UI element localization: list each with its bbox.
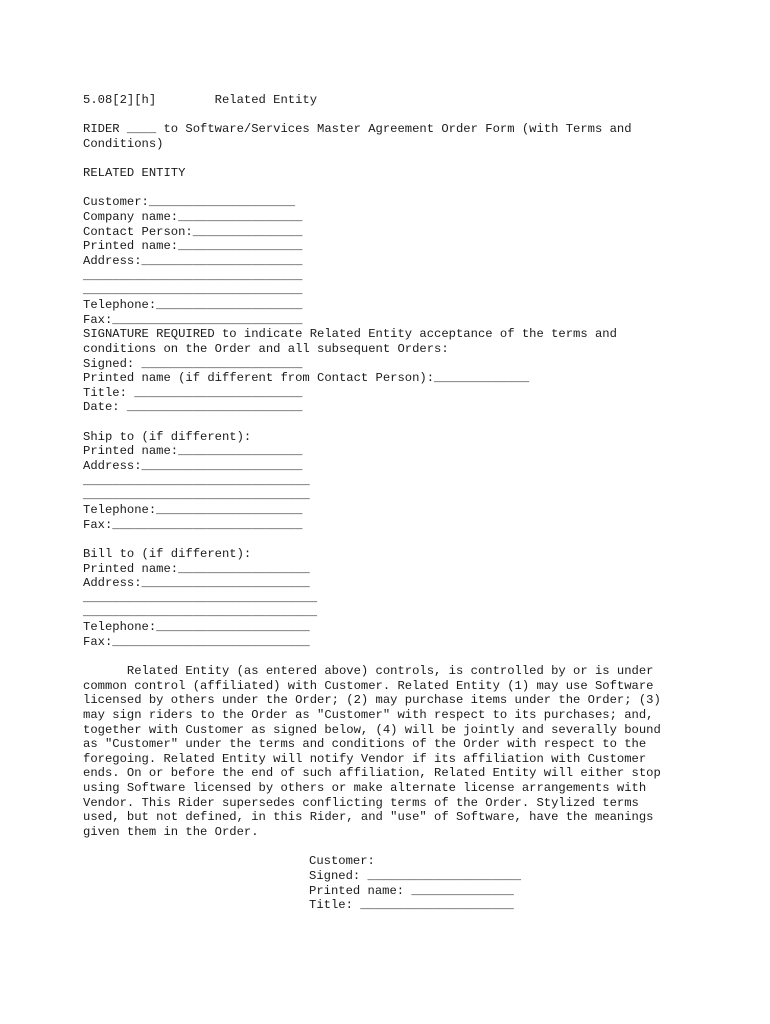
rider-title bbox=[83, 122, 770, 151]
ship-to-label: Ship to (if different): bbox=[83, 429, 252, 444]
body-line: Vendor. This Rider supersedes conflicting terms of the Order. Stylized terms bbox=[83, 795, 639, 810]
customer-signature-block bbox=[309, 854, 770, 913]
section-heading: 5.08[2][h] Related Entity bbox=[83, 93, 318, 107]
body-line: common control (affiliated) with Customer. Related Entity (1) may use Software bbox=[83, 678, 654, 693]
ship-to-printed-name-field[interactable]: Printed name:_________________ bbox=[83, 444, 303, 459]
body-line: given them in the Order. bbox=[83, 825, 259, 840]
telephone-field[interactable]: Telephone:____________________ bbox=[83, 297, 303, 312]
spacer bbox=[83, 415, 770, 430]
body-paragraph bbox=[83, 664, 683, 840]
signature-fields bbox=[83, 357, 770, 416]
spacer bbox=[83, 152, 770, 167]
body-line: as "Customer" under the terms and conditions of the Order with respect to the bbox=[83, 737, 647, 752]
bill-to-printed-name-field[interactable]: Printed name:__________________ bbox=[83, 561, 310, 576]
body-line: licensed by others under the Order; (2) may purchase items under the Order; (3) bbox=[83, 693, 661, 708]
spacer bbox=[83, 532, 770, 547]
related-entity-fields bbox=[83, 195, 770, 327]
body-line: together with Customer as signed below, (4) will be jointly and severally bound bbox=[83, 722, 661, 737]
related-entity-title: RELATED ENTITY bbox=[83, 166, 186, 181]
signature-required-line: conditions on the Order and all subsequent Orders: bbox=[83, 341, 449, 356]
bill-to-section bbox=[83, 547, 770, 649]
ship-to-address-line-field[interactable]: _______________________________ bbox=[83, 488, 310, 503]
customer-label: Customer: bbox=[309, 854, 375, 869]
spacer bbox=[83, 108, 770, 123]
spacer bbox=[83, 649, 770, 664]
address-line-field[interactable]: ______________________________ bbox=[83, 268, 303, 283]
ship-to-section bbox=[83, 430, 770, 532]
customer-title-field[interactable]: Title: _____________________ bbox=[309, 898, 514, 913]
company-name-field[interactable]: Company name:_________________ bbox=[83, 210, 303, 225]
body-line: may sign riders to the Order as "Customer" with respect to its purchases; and, bbox=[83, 707, 654, 722]
date-field[interactable]: Date: ________________________ bbox=[83, 400, 303, 415]
ship-to-fax-field[interactable]: Fax:__________________________ bbox=[83, 517, 303, 532]
body-line: Related Entity (as entered above) controls, is controlled by or is under bbox=[83, 663, 654, 678]
bill-to-fax-field[interactable]: Fax:___________________________ bbox=[83, 634, 310, 649]
body-line: ends. On or before the end of such affiliation, Related Entity will either stop bbox=[83, 766, 661, 781]
customer-printed-name-field[interactable]: Printed name: ______________ bbox=[309, 883, 514, 898]
rider-title-line: RIDER ____ to Software/Services Master Agreement Order Form (with Terms and bbox=[83, 122, 632, 137]
signature-required-line: SIGNATURE REQUIRED to indicate Related Entity acceptance of the terms and bbox=[83, 327, 617, 342]
ship-to-telephone-field[interactable]: Telephone:____________________ bbox=[83, 502, 303, 517]
spacer bbox=[83, 840, 770, 855]
bill-to-telephone-field[interactable]: Telephone:_____________________ bbox=[83, 620, 310, 635]
signed-field[interactable]: Signed: ______________________ bbox=[83, 356, 303, 371]
spacer bbox=[83, 181, 770, 196]
ship-to-address-line-field[interactable]: _______________________________ bbox=[83, 473, 310, 488]
body-line: foregoing. Related Entity will notify Vendor if its affiliation with Customer bbox=[83, 751, 647, 766]
fax-field[interactable]: Fax:__________________________ bbox=[83, 312, 303, 327]
bill-to-address-line-field[interactable]: ________________________________ bbox=[83, 590, 318, 605]
title-field[interactable]: Title: _______________________ bbox=[83, 385, 303, 400]
signature-required-note bbox=[83, 327, 770, 356]
body-line: using Software licensed by others or make alternate license arrangements with bbox=[83, 781, 647, 796]
printed-name-field[interactable]: Printed name:_________________ bbox=[83, 239, 303, 254]
bill-to-address-field[interactable]: Address:_______________________ bbox=[83, 576, 310, 591]
contact-person-field[interactable]: Contact Person:_______________ bbox=[83, 224, 303, 239]
bill-to-address-line-field[interactable]: ________________________________ bbox=[83, 605, 318, 620]
address-line-field[interactable]: ______________________________ bbox=[83, 283, 303, 298]
body-line: used, but not defined, in this Rider, and "use" of Software, have the meanings bbox=[83, 810, 654, 825]
customer-signed-field[interactable]: Signed: _____________________ bbox=[309, 868, 522, 883]
customer-field[interactable]: Customer:____________________ bbox=[83, 195, 296, 210]
ship-to-address-field[interactable]: Address:______________________ bbox=[83, 459, 303, 474]
printed-name-if-different-field[interactable]: Printed name (if different from Contact Person):_____________ bbox=[83, 371, 530, 386]
rider-title-line: Conditions) bbox=[83, 136, 164, 151]
bill-to-label: Bill to (if different): bbox=[83, 546, 252, 561]
address-field[interactable]: Address:______________________ bbox=[83, 254, 303, 269]
